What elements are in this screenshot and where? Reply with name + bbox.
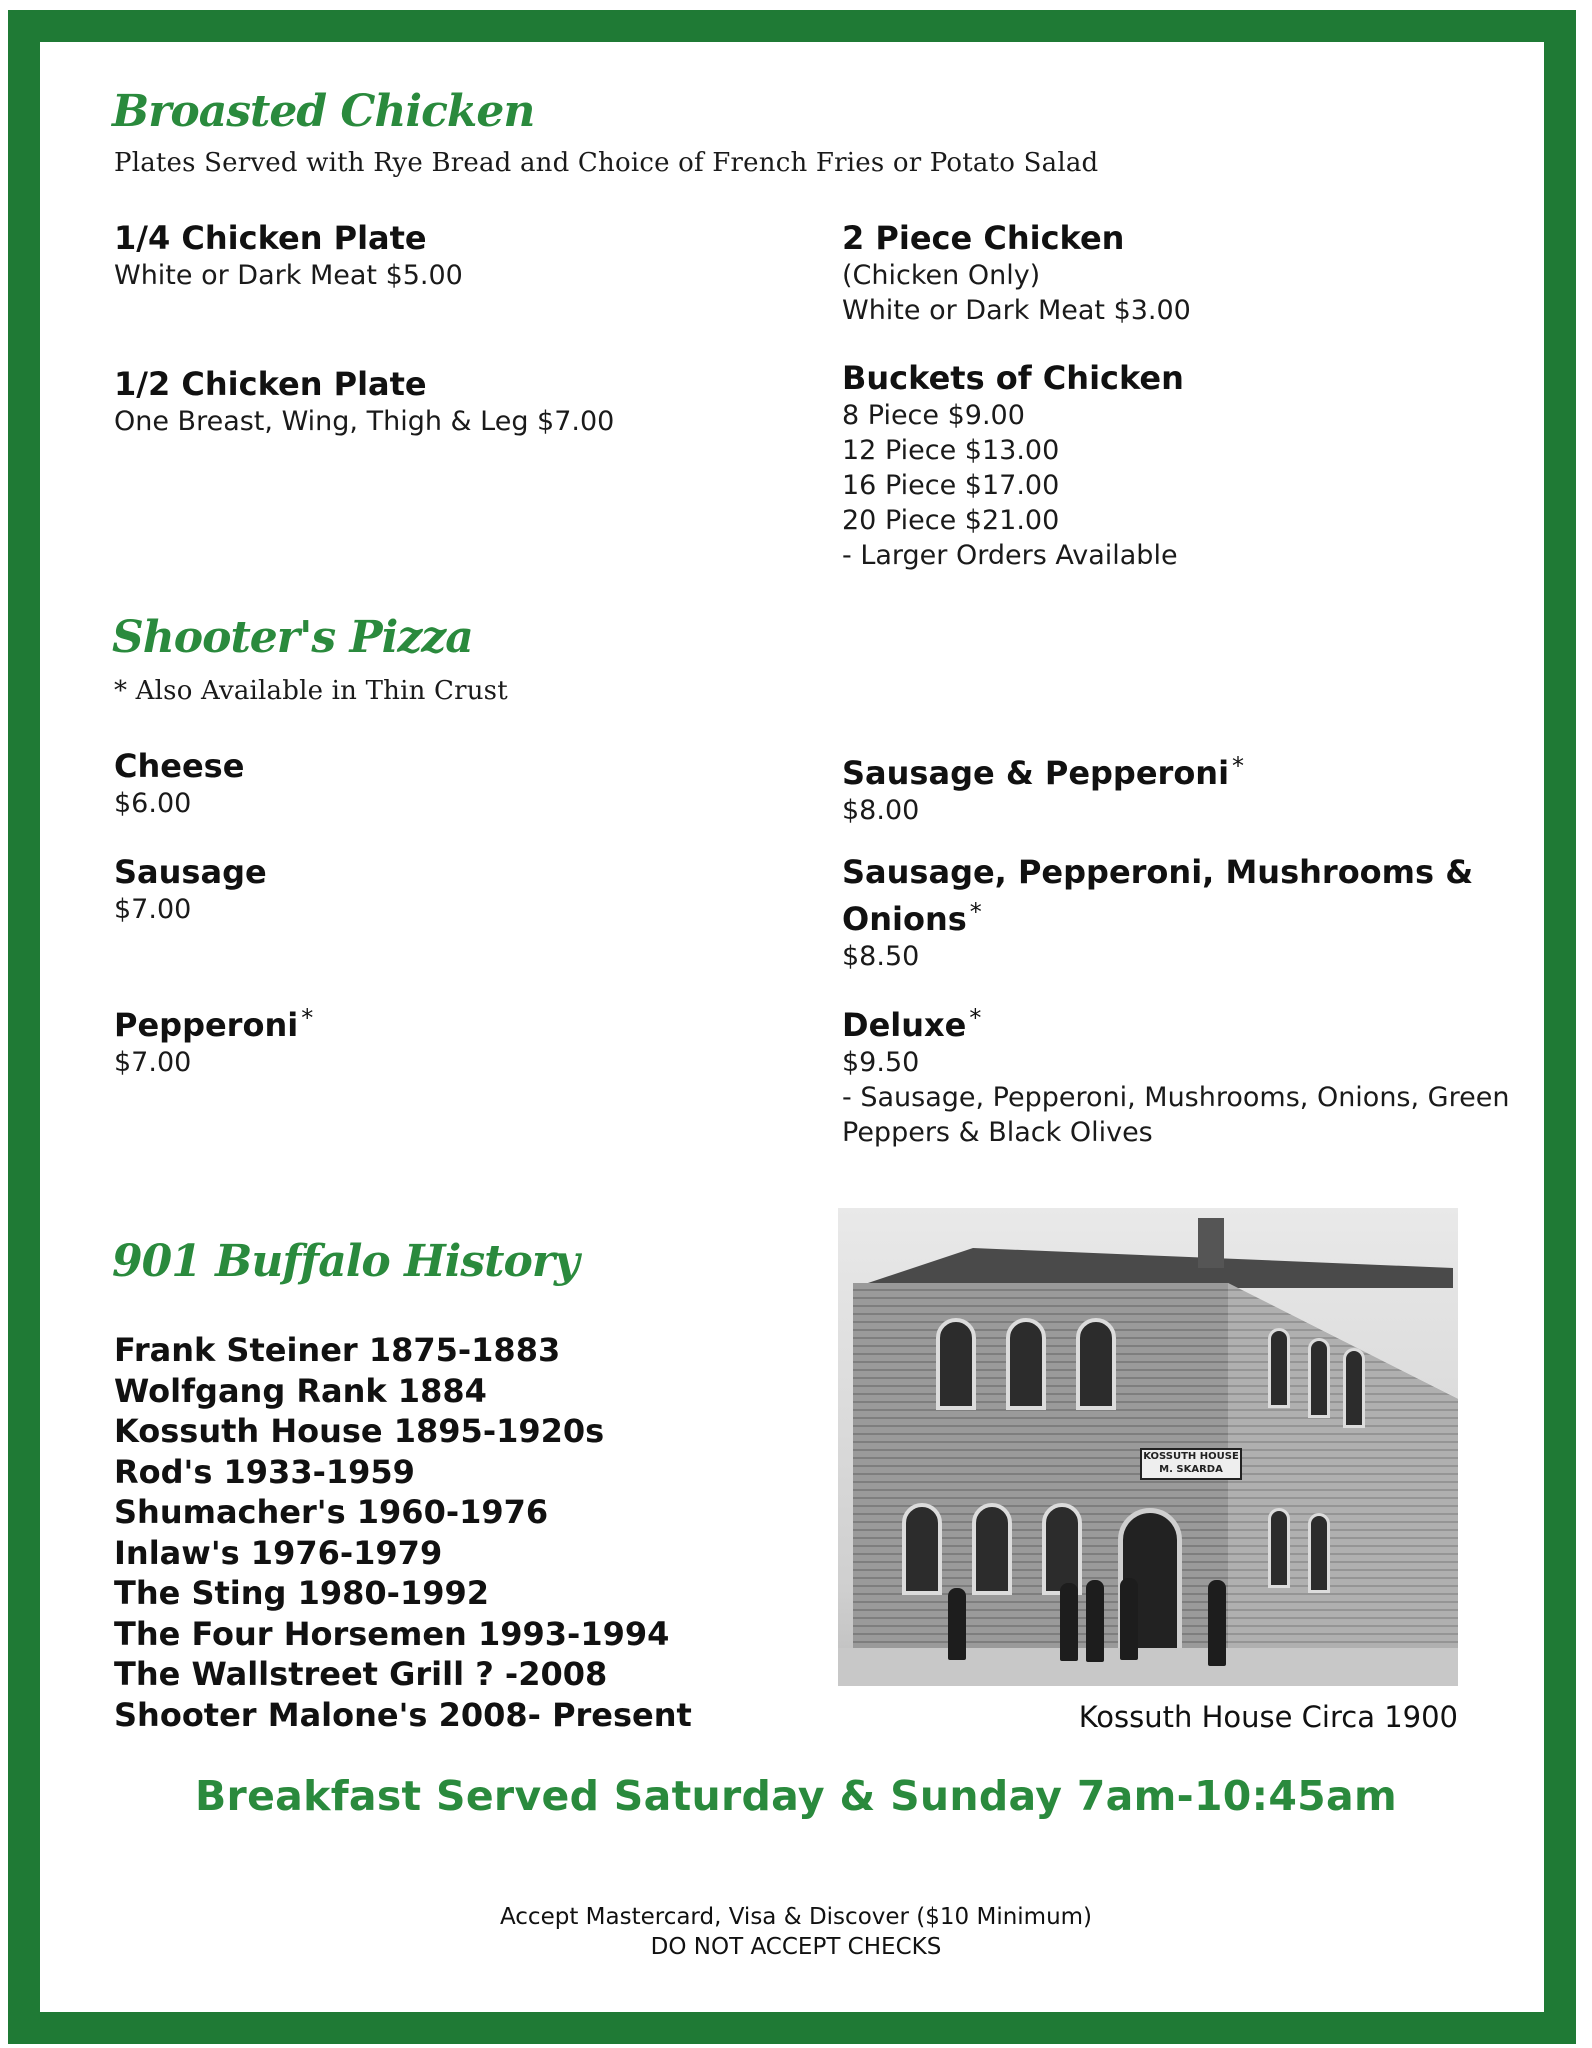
history-entry: Shumacher's 1960-1976 — [114, 1493, 549, 1531]
item-title: Buckets of Chicken — [842, 359, 1184, 397]
breakfast-hours-banner: Breakfast Served Saturday & Sunday 7am-10:45am — [195, 1772, 1397, 1820]
item-title: 1/2 Chicken Plate — [114, 365, 427, 403]
history-entry: The Four Horsemen 1993-1994 — [114, 1614, 670, 1653]
building-side — [1228, 1283, 1458, 1678]
menu-item-sausage-pizza — [114, 852, 267, 927]
building-window — [1343, 1348, 1365, 1428]
building-window — [902, 1503, 942, 1595]
chicken-heading: Broasted Chicken — [112, 86, 535, 137]
street-ground — [838, 1648, 1458, 1686]
building-window — [1268, 1328, 1290, 1408]
menu-item-deluxe-pizza — [842, 998, 1509, 1150]
bucket-option: 16 Piece $17.00 — [842, 470, 1060, 501]
building-window — [1308, 1338, 1330, 1418]
history-entry: Rod's 1933-1959 — [114, 1452, 415, 1491]
item-price: $8.50 — [842, 941, 920, 972]
building-window — [936, 1318, 976, 1410]
item-description: One Breast, Wing, Thigh & Leg $7.00 — [114, 406, 615, 437]
menu-item-buckets — [842, 358, 1184, 573]
item-title: Sausage — [114, 853, 267, 891]
building-window — [972, 1503, 1012, 1595]
chicken-subtitle: Plates Served with Rye Bread and Choice of French Fries or Potato Salad — [114, 148, 1099, 178]
history-entry: The Sting 1980-1992 — [114, 1574, 489, 1612]
sign-line: KOSSUTH HOUSE — [1143, 1451, 1239, 1462]
item-title: 2 Piece Chicken — [842, 219, 1125, 257]
payment-note: Accept Mastercard, Visa & Discover ($10 Minimum) — [499, 1904, 1093, 1930]
person-figure — [1086, 1580, 1104, 1662]
person-figure — [1060, 1583, 1078, 1661]
menu-item-half-chicken — [114, 364, 614, 439]
history-entry: The Wallstreet Grill ? -2008 — [114, 1655, 608, 1693]
item-price: $7.00 — [114, 1047, 192, 1078]
item-description: White or Dark Meat $5.00 — [114, 260, 463, 291]
item-title: Sausage, Pepperoni, Mushrooms & — [842, 853, 1474, 891]
history-entry: Kossuth House 1895-1920s — [114, 1412, 605, 1450]
checks-note: DO NOT ACCEPT CHECKS — [650, 1934, 942, 1960]
item-price: White or Dark Meat $3.00 — [842, 295, 1191, 326]
person-figure — [948, 1588, 966, 1660]
person-figure — [1120, 1578, 1138, 1660]
thin-crust-star: * — [1232, 752, 1245, 780]
kossuth-house-sign — [1140, 1448, 1242, 1480]
history-entry: Inlaw's 1976-1979 — [114, 1533, 443, 1572]
bucket-option: 12 Piece $13.00 — [842, 435, 1060, 466]
item-title: Deluxe — [842, 1006, 967, 1044]
item-price: $9.50 — [842, 1047, 920, 1078]
building-window — [1268, 1508, 1290, 1588]
menu-item-sausage-pepperoni-pizza — [842, 746, 1244, 828]
building-window — [1308, 1513, 1330, 1593]
bucket-option: 8 Piece $9.00 — [842, 400, 1025, 431]
item-title-row — [114, 998, 313, 1045]
history-list — [114, 1330, 692, 1735]
item-title-row — [842, 892, 1473, 939]
building-window — [1076, 1318, 1116, 1410]
item-title: Pepperoni — [114, 1006, 299, 1044]
photo-caption: Kossuth House Circa 1900 — [1078, 1700, 1458, 1734]
sign-line: M. SKARDA — [1159, 1464, 1223, 1475]
menu-item-quarter-chicken — [114, 218, 463, 293]
item-title: Sausage & Pepperoni — [842, 754, 1230, 792]
item-description: - Sausage, Pepperoni, Mushrooms, Onions, Green — [842, 1082, 1510, 1113]
bucket-option: 20 Piece $21.00 — [842, 505, 1060, 536]
kossuth-house-photo — [838, 1208, 1458, 1686]
thin-crust-star: * — [969, 898, 982, 926]
item-description: (Chicken Only) — [842, 260, 1041, 291]
history-entry: Frank Steiner 1875-1883 — [114, 1331, 561, 1369]
item-title: Cheese — [114, 747, 245, 785]
item-title-row — [842, 998, 1509, 1045]
item-description: Peppers & Black Olives — [842, 1117, 1153, 1148]
thin-crust-star: * — [301, 1004, 314, 1032]
item-price: $6.00 — [114, 788, 192, 819]
building-window — [1042, 1503, 1082, 1595]
history-entry: Wolfgang Rank 1884 — [114, 1371, 487, 1410]
menu-item-combo-pizza — [842, 852, 1473, 974]
building-chimney — [1198, 1218, 1224, 1268]
item-title: Onions — [842, 900, 967, 938]
person-figure — [1208, 1580, 1226, 1666]
history-entry: Shooter Malone's 2008- Present — [114, 1695, 692, 1734]
menu-item-pepperoni-pizza — [114, 998, 313, 1080]
menu-item-two-piece-chicken — [842, 218, 1191, 328]
menu-item-cheese-pizza — [114, 746, 244, 821]
building-window — [1006, 1318, 1046, 1410]
item-title-row — [842, 746, 1244, 793]
pizza-subtitle: * Also Available in Thin Crust — [114, 676, 508, 706]
pizza-heading: Shooter's Pizza — [112, 612, 473, 663]
bucket-note: - Larger Orders Available — [842, 540, 1178, 571]
item-title: 1/4 Chicken Plate — [114, 219, 427, 257]
item-price: $7.00 — [114, 894, 192, 925]
building-roof — [853, 1248, 1453, 1288]
thin-crust-star: * — [969, 1004, 982, 1032]
item-price: $8.00 — [842, 795, 920, 826]
history-heading: 901 Buffalo History — [112, 1236, 579, 1287]
